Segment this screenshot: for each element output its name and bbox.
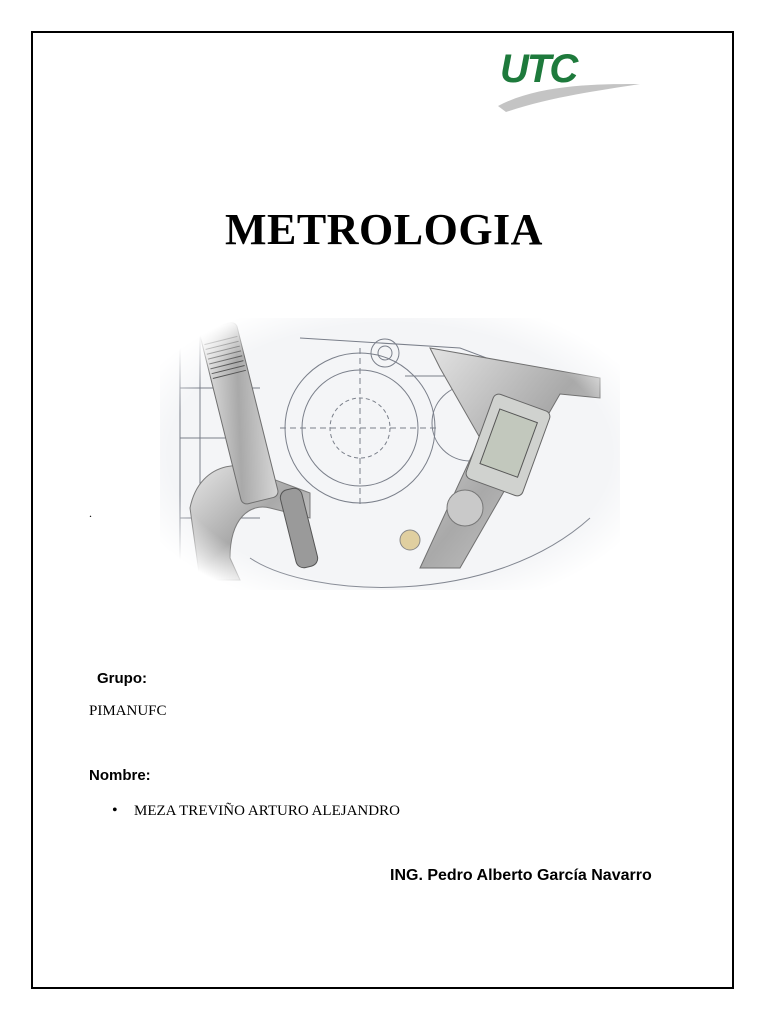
grupo-value: PIMANUFC — [89, 703, 167, 719]
stray-mark: . — [89, 506, 92, 520]
utc-logo — [494, 44, 642, 114]
document-title: METROLOGIA — [225, 205, 543, 254]
member-list — [112, 803, 400, 820]
svg-text:UTC: UTC — [500, 47, 577, 91]
teacher-name: ING. Pedro Alberto García Navarro — [390, 867, 652, 884]
member-item: • MEZA TREVIÑO ARTURO ALEJANDRO — [112, 803, 400, 820]
grupo-label: Grupo: — [97, 670, 147, 687]
cover-image — [160, 318, 620, 590]
nombre-label: Nombre: — [89, 767, 151, 784]
